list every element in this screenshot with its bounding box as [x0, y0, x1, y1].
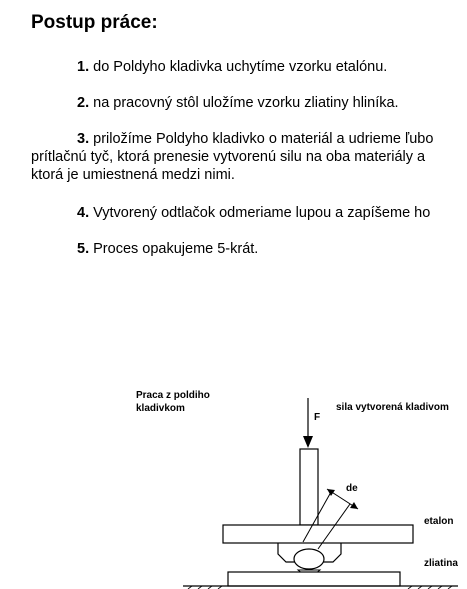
- step-2-text: na pracovný stôl uložíme vzorku zliatiny hliníka.: [93, 95, 399, 111]
- step-1: [31, 58, 467, 76]
- impact-rod: [300, 449, 318, 525]
- step-1-number: 1.: [77, 59, 90, 75]
- measure-arrowhead-2: [350, 502, 358, 509]
- step-3-number: 3.: [77, 131, 90, 147]
- step-1-text: do Poldyho kladivka uchytíme vzorku etalónu.: [93, 59, 388, 75]
- poldi-hammer-diagram: [128, 384, 467, 589]
- step-5-number: 5.: [77, 241, 90, 257]
- step-4: [31, 204, 467, 222]
- label-force: sila vytvorená kladivom: [336, 402, 449, 413]
- measure-arrowhead-1: [327, 489, 335, 496]
- step-5-text: Proces opakujeme 5-krát.: [93, 241, 259, 257]
- step-3: [31, 130, 467, 184]
- label-diameter: de: [346, 483, 358, 494]
- step-2: [31, 94, 467, 112]
- label-work-line-2: kladivkom: [136, 403, 185, 414]
- step-4-number: 4.: [77, 205, 90, 221]
- step-3-text-line-2: prítlačnú tyč, ktorá prenesie vytvorenú silu na oba materiály a: [31, 149, 426, 165]
- step-5: [31, 240, 467, 258]
- alloy-sample: [228, 572, 400, 586]
- force-arrow-head: [303, 436, 313, 448]
- step-2-number: 2.: [77, 95, 90, 111]
- step-3-text-line-3: ktorá je umiestnená medzi nimi.: [31, 167, 235, 183]
- label-alloy: zliatina: [424, 558, 458, 569]
- indenter-ball: [294, 549, 324, 569]
- step-4-text: Vytvorený odtlačok odmeriame lupou a zapíšeme ho: [93, 205, 431, 221]
- etalon-plate: [223, 525, 413, 543]
- step-3-text-line-1: priložíme Poldyho kladivko o materiál a udrieme ľubo: [93, 131, 434, 147]
- label-work-line-1: Praca z poldiho: [136, 390, 210, 401]
- label-force-symbol: F: [314, 412, 321, 423]
- page-heading: Postup práce:: [31, 12, 158, 33]
- label-etalon: etalon: [424, 516, 454, 527]
